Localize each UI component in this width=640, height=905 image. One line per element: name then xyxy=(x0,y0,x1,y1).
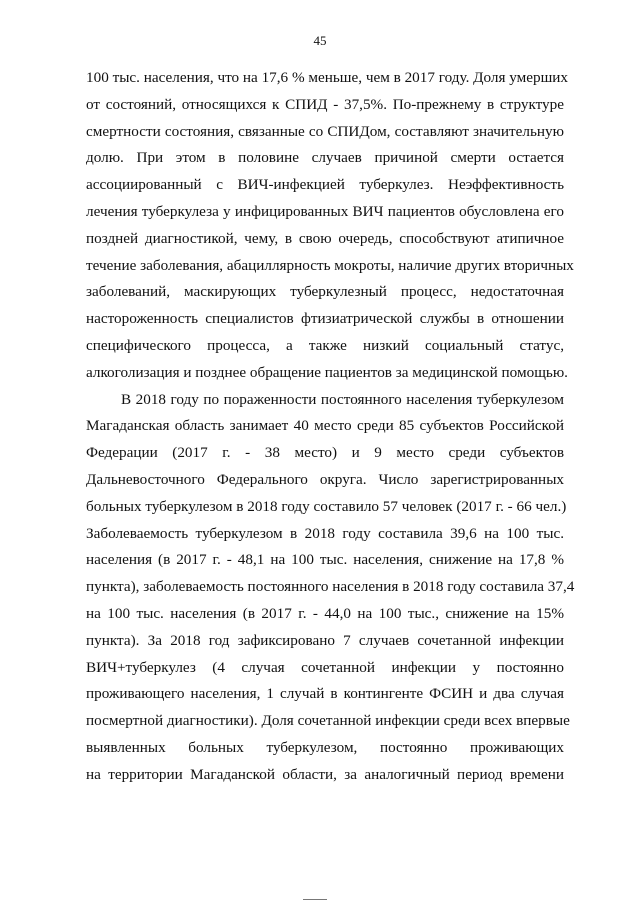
page-number: 45 xyxy=(313,33,327,48)
text-line: течение заболевания, абациллярность мокроты, наличие других вторичных xyxy=(86,256,574,274)
text-line: настороженность специалистов фтизиатрической службы в отношении xyxy=(86,310,564,328)
text-line: долю. При этом в половине случаев причиной смерти остается xyxy=(86,149,564,167)
text-line: от состояний, относящихся к СПИД - 37,5%. По-прежнему в структуре xyxy=(86,95,564,113)
text-line: ассоциированный с ВИЧ-инфекцией туберкулез. Неэффективность xyxy=(86,176,564,194)
text-line: пункта). За 2018 год зафиксировано 7 случаев сочетанной инфекции xyxy=(86,631,564,649)
text-line: пункта), заболеваемость постоянного населения в 2018 году составила 37,4 xyxy=(86,578,575,596)
text-line: 100 тыс. населения, что на 17,6 % меньше, чем в 2017 году. Доля умерших xyxy=(86,69,569,86)
text-line: посмертной диагностики). Доля сочетанной инфекции среди всех впервые xyxy=(86,712,570,730)
text-line: Заболеваемость туберкулезом в 2018 году составила 39,6 на 100 тыс. xyxy=(86,524,564,542)
text-line: выявленных больных туберкулезом, постоянно проживающих xyxy=(86,738,564,756)
text-line: Дальневосточного Федерального округа. Число зарегистрированных xyxy=(86,470,564,488)
text-line: заболеваний, маскирующих туберкулезный процесс, недостаточная xyxy=(86,283,564,301)
text-line: Магаданская область занимает 40 место среди 85 субъектов Российской xyxy=(86,417,564,435)
text-line: специфического процесса, а также низкий социальный статус, xyxy=(86,336,564,354)
text-line: больных туберкулезом в 2018 году составило 57 человек (2017 г. - 66 чел.) xyxy=(86,497,567,515)
text-line: на 100 тыс. населения (в 2017 г. - 44,0 на 100 тыс., снижение на 15% xyxy=(86,604,564,622)
text-line: В 2018 году по пораженности постоянного населения туберкулезом xyxy=(121,390,564,408)
text-line: смертности состояния, связанные со СПИДом, составляют значительную xyxy=(86,122,564,140)
paragraph xyxy=(86,65,574,387)
document-body xyxy=(86,65,575,789)
text-line: Федерации (2017 г. - 38 место) и 9 место среди субъектов xyxy=(86,444,564,462)
paragraph xyxy=(86,387,575,789)
text-line: на территории Магаданской области, за аналогичный период времени xyxy=(86,765,564,783)
footer-divider xyxy=(303,899,327,900)
text-line: проживающего населения, 1 случай в контингенте ФСИН и два случая xyxy=(86,685,564,703)
text-line: поздней диагностикой, чему, в свою очередь, способствуют атипичное xyxy=(86,229,564,247)
text-line: населения (в 2017 г. - 48,1 на 100 тыс. населения, снижение на 17,8 % xyxy=(86,551,564,569)
text-line: алкоголизация и позднее обращение пациентов за медицинской помощью. xyxy=(86,363,568,381)
text-line: ВИЧ+туберкулез (4 случая сочетанной инфекции у постоянно xyxy=(86,658,564,676)
text-line: лечения туберкулеза у инфицированных ВИЧ пациентов обусловлена его xyxy=(86,202,564,220)
